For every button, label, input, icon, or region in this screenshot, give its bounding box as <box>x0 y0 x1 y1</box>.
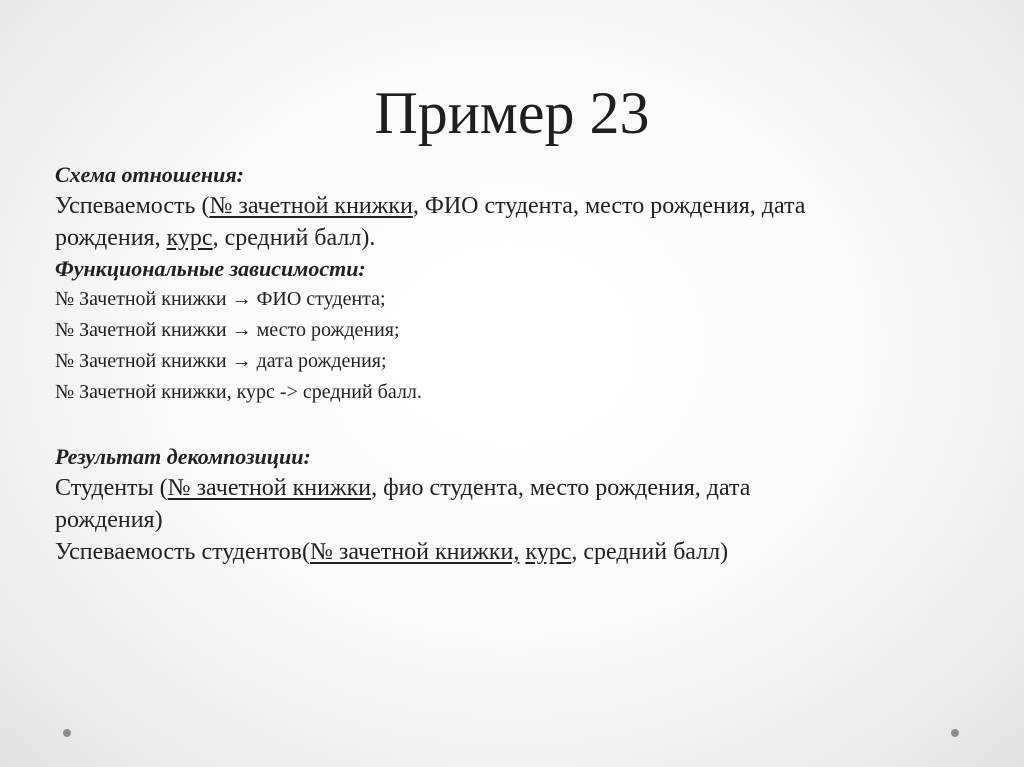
dependency-item: № Зачетной книжки → место рождения; <box>55 319 400 341</box>
performance-relation-name: Успеваемость студентов( <box>55 539 310 565</box>
dependency-item: № Зачетной книжки → дата рождения; <box>55 350 387 372</box>
slide-title: Пример 23 <box>374 80 650 146</box>
corner-dot-left <box>63 729 71 737</box>
schema-attributes-end: , средний балл). <box>212 225 376 251</box>
students-attributes: , фио студента, место рождения, дата <box>371 475 751 501</box>
slide-content <box>55 160 970 568</box>
relation-name: Успеваемость ( <box>55 193 210 219</box>
performance-key-course: курс <box>525 539 572 565</box>
students-line-1 <box>55 472 970 504</box>
dependencies-heading: Функциональные зависимости: <box>55 256 366 281</box>
performance-attributes: , средний балл) <box>571 539 729 565</box>
students-line-2: рождения) <box>55 507 163 533</box>
schema-attributes: , ФИО студента, место рождения, дата <box>412 193 806 219</box>
dependency-item: № Зачетной книжки, курс -> средний балл. <box>55 381 422 403</box>
schema-heading: Схема отношения: <box>55 162 244 187</box>
corner-dot-right <box>951 729 959 737</box>
primary-key-course: курс <box>166 225 213 251</box>
primary-key-record-book: № зачетной книжки <box>209 193 413 219</box>
students-primary-key: № зачетной книжки <box>167 475 372 501</box>
performance-key-record-book: № зачетной книжки, <box>309 539 520 565</box>
schema-line-1 <box>55 190 970 222</box>
spacer <box>55 408 970 442</box>
schema-line-2 <box>55 222 970 254</box>
result-heading: Результат декомпозиции: <box>55 444 311 469</box>
performance-line <box>55 536 970 568</box>
dependency-item: № Зачетной книжки → ФИО студента; <box>55 288 386 310</box>
students-relation-name: Студенты ( <box>55 475 168 501</box>
schema-attributes-cont: рождения, <box>55 225 167 251</box>
